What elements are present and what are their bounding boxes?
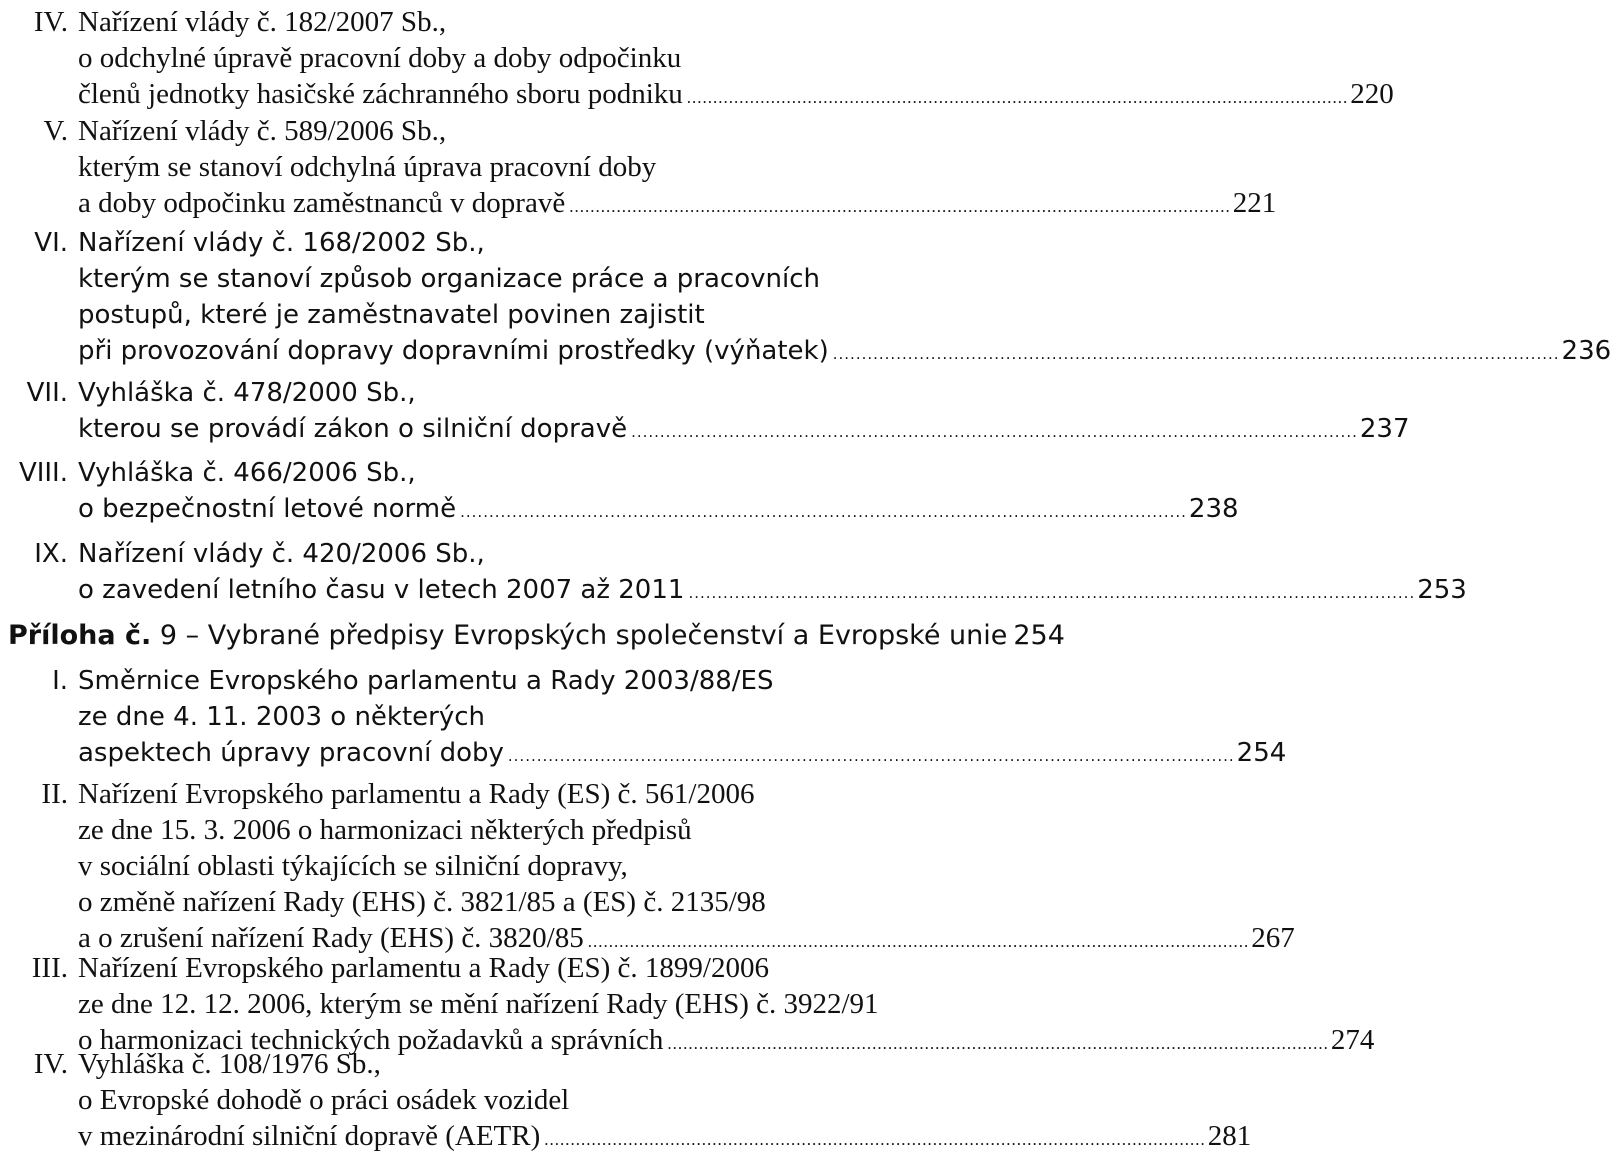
entry-line: a doby odpočinku zaměstnanců v dopravě <box>78 187 566 219</box>
entry-line: kterou se provádí zákon o silniční dopravě <box>78 414 628 444</box>
dot-leader: .............................................................................................................................. <box>686 88 1349 107</box>
entry-line: ze dne 12. 12. 2006, kterým se mění nařízení Rady (EHS) č. 3922/91 <box>78 988 879 1020</box>
entry-line: v mezinárodní silniční dopravě (AETR) <box>78 1120 541 1152</box>
entry-line: Nařízení vlády č. 589/2006 Sb., <box>78 115 447 147</box>
entry-number: IV. <box>33 6 68 38</box>
entry-line: Nařízení vlády č. 420/2006 Sb., <box>78 539 485 569</box>
page-number: 221 <box>1232 187 1277 219</box>
page-number: 237 <box>1359 414 1410 444</box>
entry-number: VIII. <box>18 458 68 488</box>
entry-line: kterým se stanoví způsob organizace práce a pracovních <box>78 264 820 294</box>
page-number: 220 <box>1350 78 1394 110</box>
appendix-label: Příloha č. <box>8 620 152 651</box>
page-number: 274 <box>1330 1024 1375 1056</box>
dot-leader: .............................................................................................................................. <box>832 345 1560 363</box>
dot-leader: .............................................................................................................................. <box>688 584 1416 602</box>
page-number: 236 <box>1561 336 1611 366</box>
entry-line: Nařízení vlády č. 168/2002 Sb., <box>78 228 485 258</box>
entry-line: o zavedení letního času v letech 2007 až 2011 <box>78 575 685 605</box>
page-number: 253 <box>1417 575 1467 605</box>
entry-line: Nařízení Evropského parlamentu a Rady (ES) č. 1899/2006 <box>78 952 769 984</box>
entry-line: o odchylné úpravě pracovní doby a doby odpočinku <box>78 42 682 74</box>
entry-line: členů jednotky hasičské záchranného sboru podniku <box>78 78 683 110</box>
dot-leader: .............................................................................................................................. <box>544 1130 1206 1149</box>
entry-line: o Evropské dohodě o práci osádek vozidel <box>78 1084 570 1116</box>
page-number: 267 <box>1251 922 1295 954</box>
dot-leader: .............................................................................................................................. <box>460 503 1187 521</box>
entry-number: II. <box>41 778 68 810</box>
entry-line: Směrnice Evropského parlamentu a Rady 2003/88/ES <box>78 666 774 696</box>
entry-number: III. <box>31 952 68 984</box>
page-number: 281 <box>1207 1120 1252 1152</box>
entry-line: a o zrušení nařízení Rady (EHS) č. 3820/85 <box>78 922 584 954</box>
entry-line: kterým se stanoví odchylná úprava pracovní doby <box>78 151 657 183</box>
entry-line: o změně nařízení Rady (EHS) č. 3821/85 a (ES) č. 2135/98 <box>78 886 766 918</box>
entry-line: při provozování dopravy dopravními prostředky (výňatek) <box>78 336 829 366</box>
dot-leader: .............................................................................................................................. <box>507 747 1235 765</box>
entry-line: ze dne 4. 11. 2003 o některých <box>78 702 486 732</box>
dot-leader: .............................................................................................................................. <box>587 932 1250 951</box>
appendix-title: 9 – Vybrané předpisy Evropských společenství a Evropské unie <box>151 620 1008 651</box>
entry-number: IV. <box>33 1048 68 1080</box>
dot-leader: .............................................................................................................................. <box>631 423 1358 441</box>
entry-number: VII. <box>26 378 68 408</box>
entry-number: IX. <box>34 539 68 569</box>
entry-line: o bezpečnostní letové normě <box>78 494 457 524</box>
entry-line: Nařízení vlády č. 182/2007 Sb., <box>78 6 447 38</box>
entry-line: Vyhláška č. 478/2000 Sb., <box>78 378 416 408</box>
entry-line: Vyhláška č. 108/1976 Sb., <box>78 1048 381 1080</box>
entry-line: aspektech úpravy pracovní doby <box>78 738 504 768</box>
page-number: 254 <box>1236 738 1287 768</box>
entry-line: ze dne 15. 3. 2006 o harmonizaci některých předpisů <box>78 814 692 846</box>
page-number: 238 <box>1188 494 1239 524</box>
entry-line: Vyhláška č. 466/2006 Sb., <box>78 458 416 488</box>
entry-number: V. <box>43 115 68 147</box>
entry-line: postupů, které je zaměstnavatel povinen zajistit <box>78 300 705 330</box>
entry-line: Nařízení Evropského parlamentu a Rady (ES) č. 561/2006 <box>78 778 755 810</box>
entry-number: I. <box>52 666 68 696</box>
page-number: 254 <box>1013 620 1065 651</box>
entry-line: v sociální oblasti týkajících se silniční dopravy, <box>78 850 628 882</box>
dot-leader: .............................................................................................................................. <box>667 1034 1329 1053</box>
entry-line: o harmonizaci technických požadavků a správních <box>78 1024 664 1056</box>
entry-number: VI. <box>34 228 68 258</box>
dot-leader: .............................................................................................................................. <box>569 197 1231 216</box>
